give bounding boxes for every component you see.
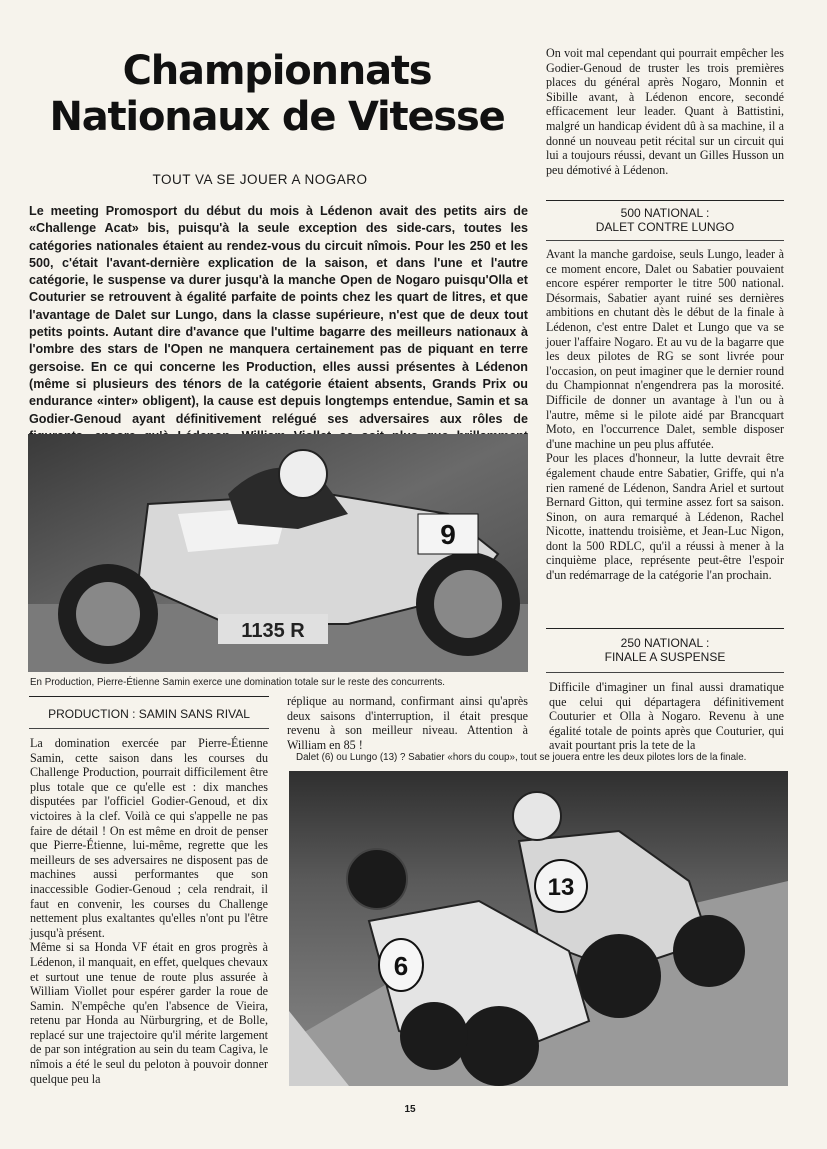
photo-samin [28, 434, 528, 672]
national500-heading-line2: DALET CONTRE LUNGO [595, 220, 735, 234]
photo-dalet-lungo [289, 771, 788, 1086]
national500-heading-line1: 500 NATIONAL : [620, 206, 710, 220]
title-line-2: Nationaux de Vitesse [49, 94, 505, 140]
photo2-number-lungo: 13 [547, 874, 575, 901]
photo-samin-caption: En Production, Pierre-Étienne Samin exerce une domination totale sur le reste des concurrents. [30, 677, 445, 688]
national250-heading [546, 636, 784, 664]
article-title [22, 48, 532, 140]
national250-rule-top [546, 628, 784, 629]
photo1-plate: 1135 R [241, 620, 305, 642]
national250-heading-line1: 250 NATIONAL : [620, 636, 710, 650]
national500-rule-top [546, 200, 784, 201]
photo1-number: 9 [440, 519, 456, 550]
page-number: 15 [404, 1104, 416, 1115]
production-rule [29, 696, 269, 697]
title-line-1: Championnats [122, 48, 432, 94]
production-text-continued: réplique au normand, confirmant ainsi qu'après deux saisons d'interruption, il était presque revenu à son meilleur niveau. Attention à William en 85 ! [287, 694, 528, 752]
production-rule-bottom [29, 728, 269, 729]
production-heading: PRODUCTION : SAMIN SANS RIVAL [48, 707, 250, 721]
photo-samin-image [28, 434, 528, 672]
national250-text: Difficile d'imaginer un final aussi dramatique que celui qui départagera définitivement Couturier et Olla à Nogaro. Revenu à une égalité totale de points après que Couturier, qui avait pourtant pris la tete de la [549, 680, 784, 753]
national250-rule-bottom [546, 672, 784, 673]
production-text: La domination exercée par Pierre-Étienne Samin, cette saison dans les courses du Challenge Production, pourrait difficilement être plus totale que ce qu'elle est : dix manches disputées par l'officiel Godier-Genoud, et dix victoires à la clef. Voilà ce qui s'appelle ne pas faire de détail ! On est même en droit de penser que Pierre-Étienne, lui-même, regrette que les meilleurs de ses adversaires ne disposent pas de machines aussi performantes que son inaccessible Godier-Genoud ; cela rendrait, il faut en convenir, les courses du Challenge nettement plus exaltantes qu'elles n'ont pu l'être jusqu'à présent. Même si sa Honda VF était en gros progrès à Lédenon, il manquait, en effet, quelques chevaux et surtout une tenue de route plus assurée à William Viollet pour espérer garder la roue de Samin. N'empêche qu'en l'absence de Vieira, retenu par Honda au Nürburgring, et de Bolle, replacé sur une trajectoire qu'il mérite largement de par son intégration au sein du team Cagiva, le nîmois a été le seul du peloton à pouvoir donner quelque peu la [30, 736, 268, 1086]
photo-dalet-lungo-caption: Dalet (6) ou Lungo (13) ? Sabatier «hors du coup», tout se jouera entre les deux pilotes lors de la finale. [296, 752, 747, 763]
lead-paragraph: Le meeting Promosport du début du mois à Lédenon avait des petits airs de «Challenge Acat» bis, puisqu'à la seule exception des side-cars, toutes les catégories nationales étaient au rendez-vous du circuit nîmois. Pour les 250 et les 500, c'était l'avant-dernière explication de la saison, et dans l'une et l'autre catégorie, le suspense va durer jusqu'à la manche Open de Nogaro puisqu'Olla et Couturier se retrouvent à égalité parfaite de points chez les quart de litres, et que l'avantage de Dalet sur Lungo, dans la classe supérieure, n'est que de deux tout petits points. Autant dire d'avance que l'ultime bagarre des meilleurs nationaux à l'ombre des stars de l'Open ne manquera certainement pas de piquant en terre gersoise. En ce qui concerne les Production, elles aussi présentes à Lédenon (même si plusieurs des ténors de la catégorie étaient absents, Grands Prix ou endurance «inter» obligent), la cause est depuis longtemps entendue, Samin et sa Godier-Genoud ayant définitivement relégué ses adversaires aux rôles de [29, 204, 528, 426]
national500-rule-bottom [546, 240, 784, 241]
national500-heading [546, 206, 784, 234]
article-subtitle: TOUT VA SE JOUER A NOGARO [152, 172, 368, 187]
photo2-number-dalet: 6 [393, 951, 409, 981]
national500-text: Avant la manche gardoise, seuls Lungo, leader à ce moment encore, Dalet ou Sabatier pouvaient encore espérer remporter le titre 500 national. Désormais, Sabatier ayant ruiné ses dernières ambitions en chutant dès le début de la finale à Lédenon, c'est entre Dalet et Lungo que va se jouer l'affaire Nogaro. Et au vu de la bagarre que les deux pilotes de RG se sont livrée pour l'occasion, on peut imaginer que le dernier round du Championnat n'engendrera pas la morosité. Difficile de donner un avantage à l'un ou à l'autre, même si le pilote aidé par Brancquart Moto, en l'occurrence Dalet, semble disposer d'une machine un peu plus affutée. Pour les places d'honneur, la lutte devrait être également chaude entre Sabatier, Griffe, qui n'a rien ramené de Lédenon, Sandra Ariel et surtout Bernard Gitton, qui termine assez fort sa saison. Sinon, on aura remarqué à Lédenon, Rachel Nicotte, inattendu troisième, et Jean-Luc Nigon, dont la 500 RDLC, qu'il a réussi à mener à la cinquième place, représente peut-être l'espoir d'un redémarrage de la catégorie l'an prochain. [546, 247, 784, 583]
right-intro-text: On voit mal cependant qui pourrait empêcher les Godier-Genoud de truster les trois premières places du général après Nogaro, Monnin et Sibille avant, à Lédenon encore, secondé efficacement leur leader. Quant à Battistini, malgré un handicap évident dû à sa machine, il a donné un nouveau petit récital sur un circuit qui lui a toujours réussi, devant un Gilles Husson un peu démotivé à Lédenon. [546, 46, 784, 177]
national250-heading-line2: FINALE A SUSPENSE [604, 650, 726, 664]
photo-dalet-lungo-image [289, 771, 788, 1086]
